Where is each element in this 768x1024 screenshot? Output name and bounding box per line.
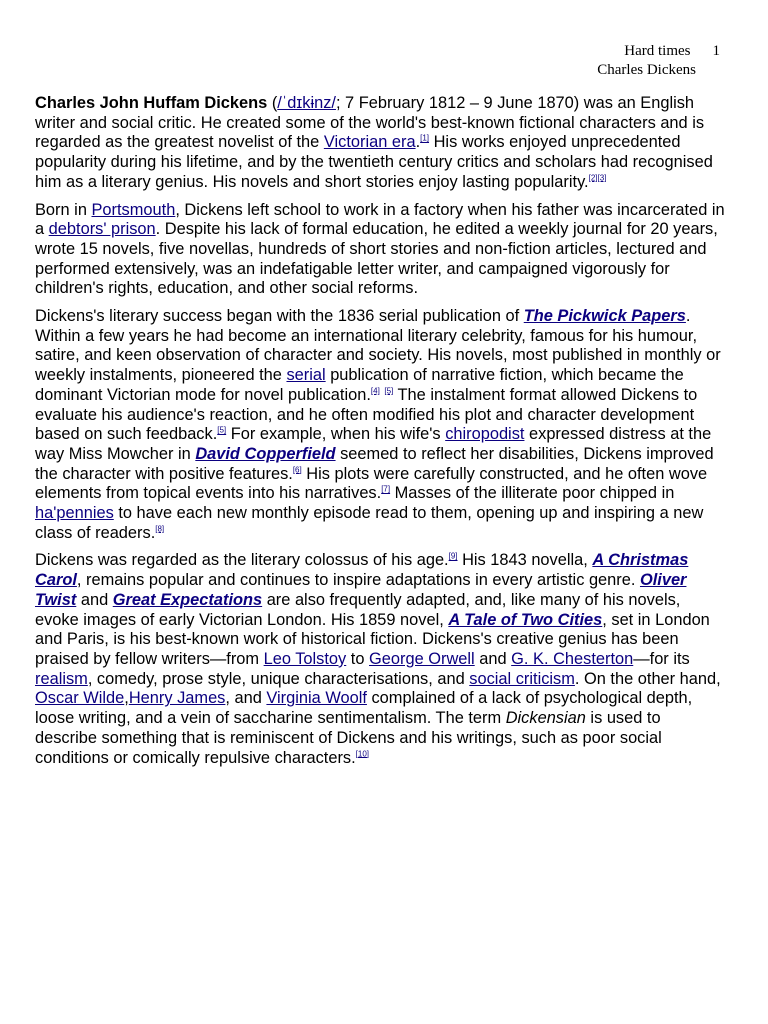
ref-5[interactable]: [5] bbox=[384, 386, 394, 396]
link-portsmouth[interactable]: Portsmouth bbox=[91, 200, 176, 219]
link-victorian-era[interactable]: Victorian era bbox=[323, 133, 416, 152]
link-virginia-woolf[interactable]: Virginia Woolf bbox=[266, 689, 367, 708]
ref-6[interactable]: [6] bbox=[292, 465, 302, 475]
subject-name: Charles John Huffam Dickens bbox=[35, 94, 268, 112]
paragraph-literary-success: Dickens's literary success began with the 1836 serial publication of The Pickwick Papers. Within a few years he had become an international literary celebrity, famous for his humour, satire, and keen observation of character and society. His novels, most published in monthly or weekly instalments, pioneered the serial publication of narrative fiction, which became the dominant Victorian mode for novel publication.[4] [5] The instalment format allowed Dickens to evaluate his audience's reaction, and he often modified his plot and character development based on such feedback.[5] For example, when his wife's chiropodist expressed distress at the way Miss Mowcher in David Copperfield seemed to reflect her disabilities, Dickens improved the character with positive features.[6] His plots were carefully constructed, and he often wove elements from topical events into his narratives.[7] Masses of the illiterate poor chipped in ha'pennies to have each new monthly episode read to them, opening up and inspiring a new class of readers.[8] bbox=[35, 307, 721, 542]
link-oliver-twist[interactable]: Oliver Twist bbox=[35, 571, 687, 609]
link-debtors-prison[interactable]: debtors' prison bbox=[48, 220, 156, 239]
link-henry-james[interactable]: Henry James bbox=[128, 689, 226, 708]
ref-10[interactable]: [10] bbox=[355, 749, 370, 759]
ref-3[interactable]: [3] bbox=[597, 173, 607, 183]
link-tale-of-two-cities[interactable]: A Tale of Two Cities bbox=[448, 610, 603, 629]
ref-7[interactable]: [7] bbox=[381, 484, 391, 494]
link-george-orwell[interactable]: George Orwell bbox=[369, 649, 475, 668]
link-serial[interactable]: serial bbox=[286, 366, 326, 385]
ref-2[interactable]: [2] bbox=[588, 173, 598, 183]
link-realism[interactable]: realism bbox=[35, 669, 88, 688]
paragraph-early-life: Born in Portsmouth, Dickens left school to work in a factory when his father was incarcerated in a debtors' prison. Despite his lack of formal education, he edited a weekly journal for 20 years, wrote 15 novels, five novellas, hundreds of short stories and non-fiction articles, lectured and performed extensively, was an indefatigable letter writer, and campaigned vigorously for children's rights, education, and other social reforms. bbox=[35, 200, 725, 298]
ref-5b[interactable]: [5] bbox=[217, 425, 227, 435]
link-oscar-wilde[interactable]: Oscar Wilde bbox=[35, 689, 125, 708]
page-header bbox=[597, 42, 720, 80]
link-christmas-carol[interactable]: A Christmas Carol bbox=[35, 551, 689, 590]
link-gk-chesterton[interactable]: G. K. Chesterton bbox=[511, 649, 634, 668]
link-hapennies[interactable]: ha'pennies bbox=[35, 504, 114, 523]
page-number: 1 bbox=[712, 43, 720, 59]
link-social-criticism[interactable]: social criticism bbox=[469, 669, 575, 688]
ref-9[interactable]: [9] bbox=[448, 552, 458, 561]
ref-1[interactable]: [1] bbox=[420, 133, 430, 143]
link-david-copperfield[interactable]: David Copperfield bbox=[195, 444, 336, 463]
paragraph-intro: Charles John Huffam Dickens (/ˈdɪkɨnz/; 7 February 1812 – 9 June 1870) was an English writer and social critic. He created some of the world's best-known fictional characters and is regarded as the greatest novelist of the Victorian era.[1] His works enjoyed unprecedented popularity during his lifetime, and by the twentieth century critics and scholars had recognised him as a literary genius. His novels and short stories enjoy lasting popularity.[2][3] bbox=[35, 94, 713, 191]
running-title: Hard times bbox=[624, 43, 691, 59]
ref-4[interactable]: [4] bbox=[370, 386, 380, 396]
link-leo-tolstoy[interactable]: Leo Tolstoy bbox=[263, 649, 347, 668]
link-great-expectations[interactable]: Great Expectations bbox=[112, 590, 263, 609]
ipa-link[interactable]: /ˈdɪkɨnz/ bbox=[277, 94, 336, 112]
link-chiropodist[interactable]: chiropodist bbox=[445, 425, 525, 444]
ref-8[interactable]: [8] bbox=[155, 524, 165, 534]
link-pickwick-papers[interactable]: The Pickwick Papers bbox=[523, 307, 686, 326]
paragraph-legacy: Dickens was regarded as the literary colossus of his age.[9] His 1843 novella, A Christmas Carol, remains popular and continues to inspire adaptations in every artistic genre. Oliver Twist and Great Expectations are also frequently adapted, and, like many of his novels, evoke images of early Victorian London. His 1859 novel, A Tale of Two Cities, set in London and Paris, is his best-known work of historical fiction. Dickens's creative genius has been praised by fellow writers—from Leo Tolstoy to George Orwell and G. K. Chesterton—for its realism, comedy, prose style, unique characterisations, and social criticism. On the other hand, Oscar Wilde,Henry James, and Virginia Woolf complained of a lack of psychological depth, loose writing, and a vein of saccharine sentimentalism. The term Dickensian is used to describe something that is reminiscent of Dickens and his writings, such as poor social conditions or comically repulsive characters.[10] bbox=[35, 551, 721, 767]
running-author: Charles Dickens bbox=[597, 62, 696, 78]
term-dickensian: Dickensian bbox=[505, 709, 586, 728]
article-body bbox=[35, 94, 725, 776]
